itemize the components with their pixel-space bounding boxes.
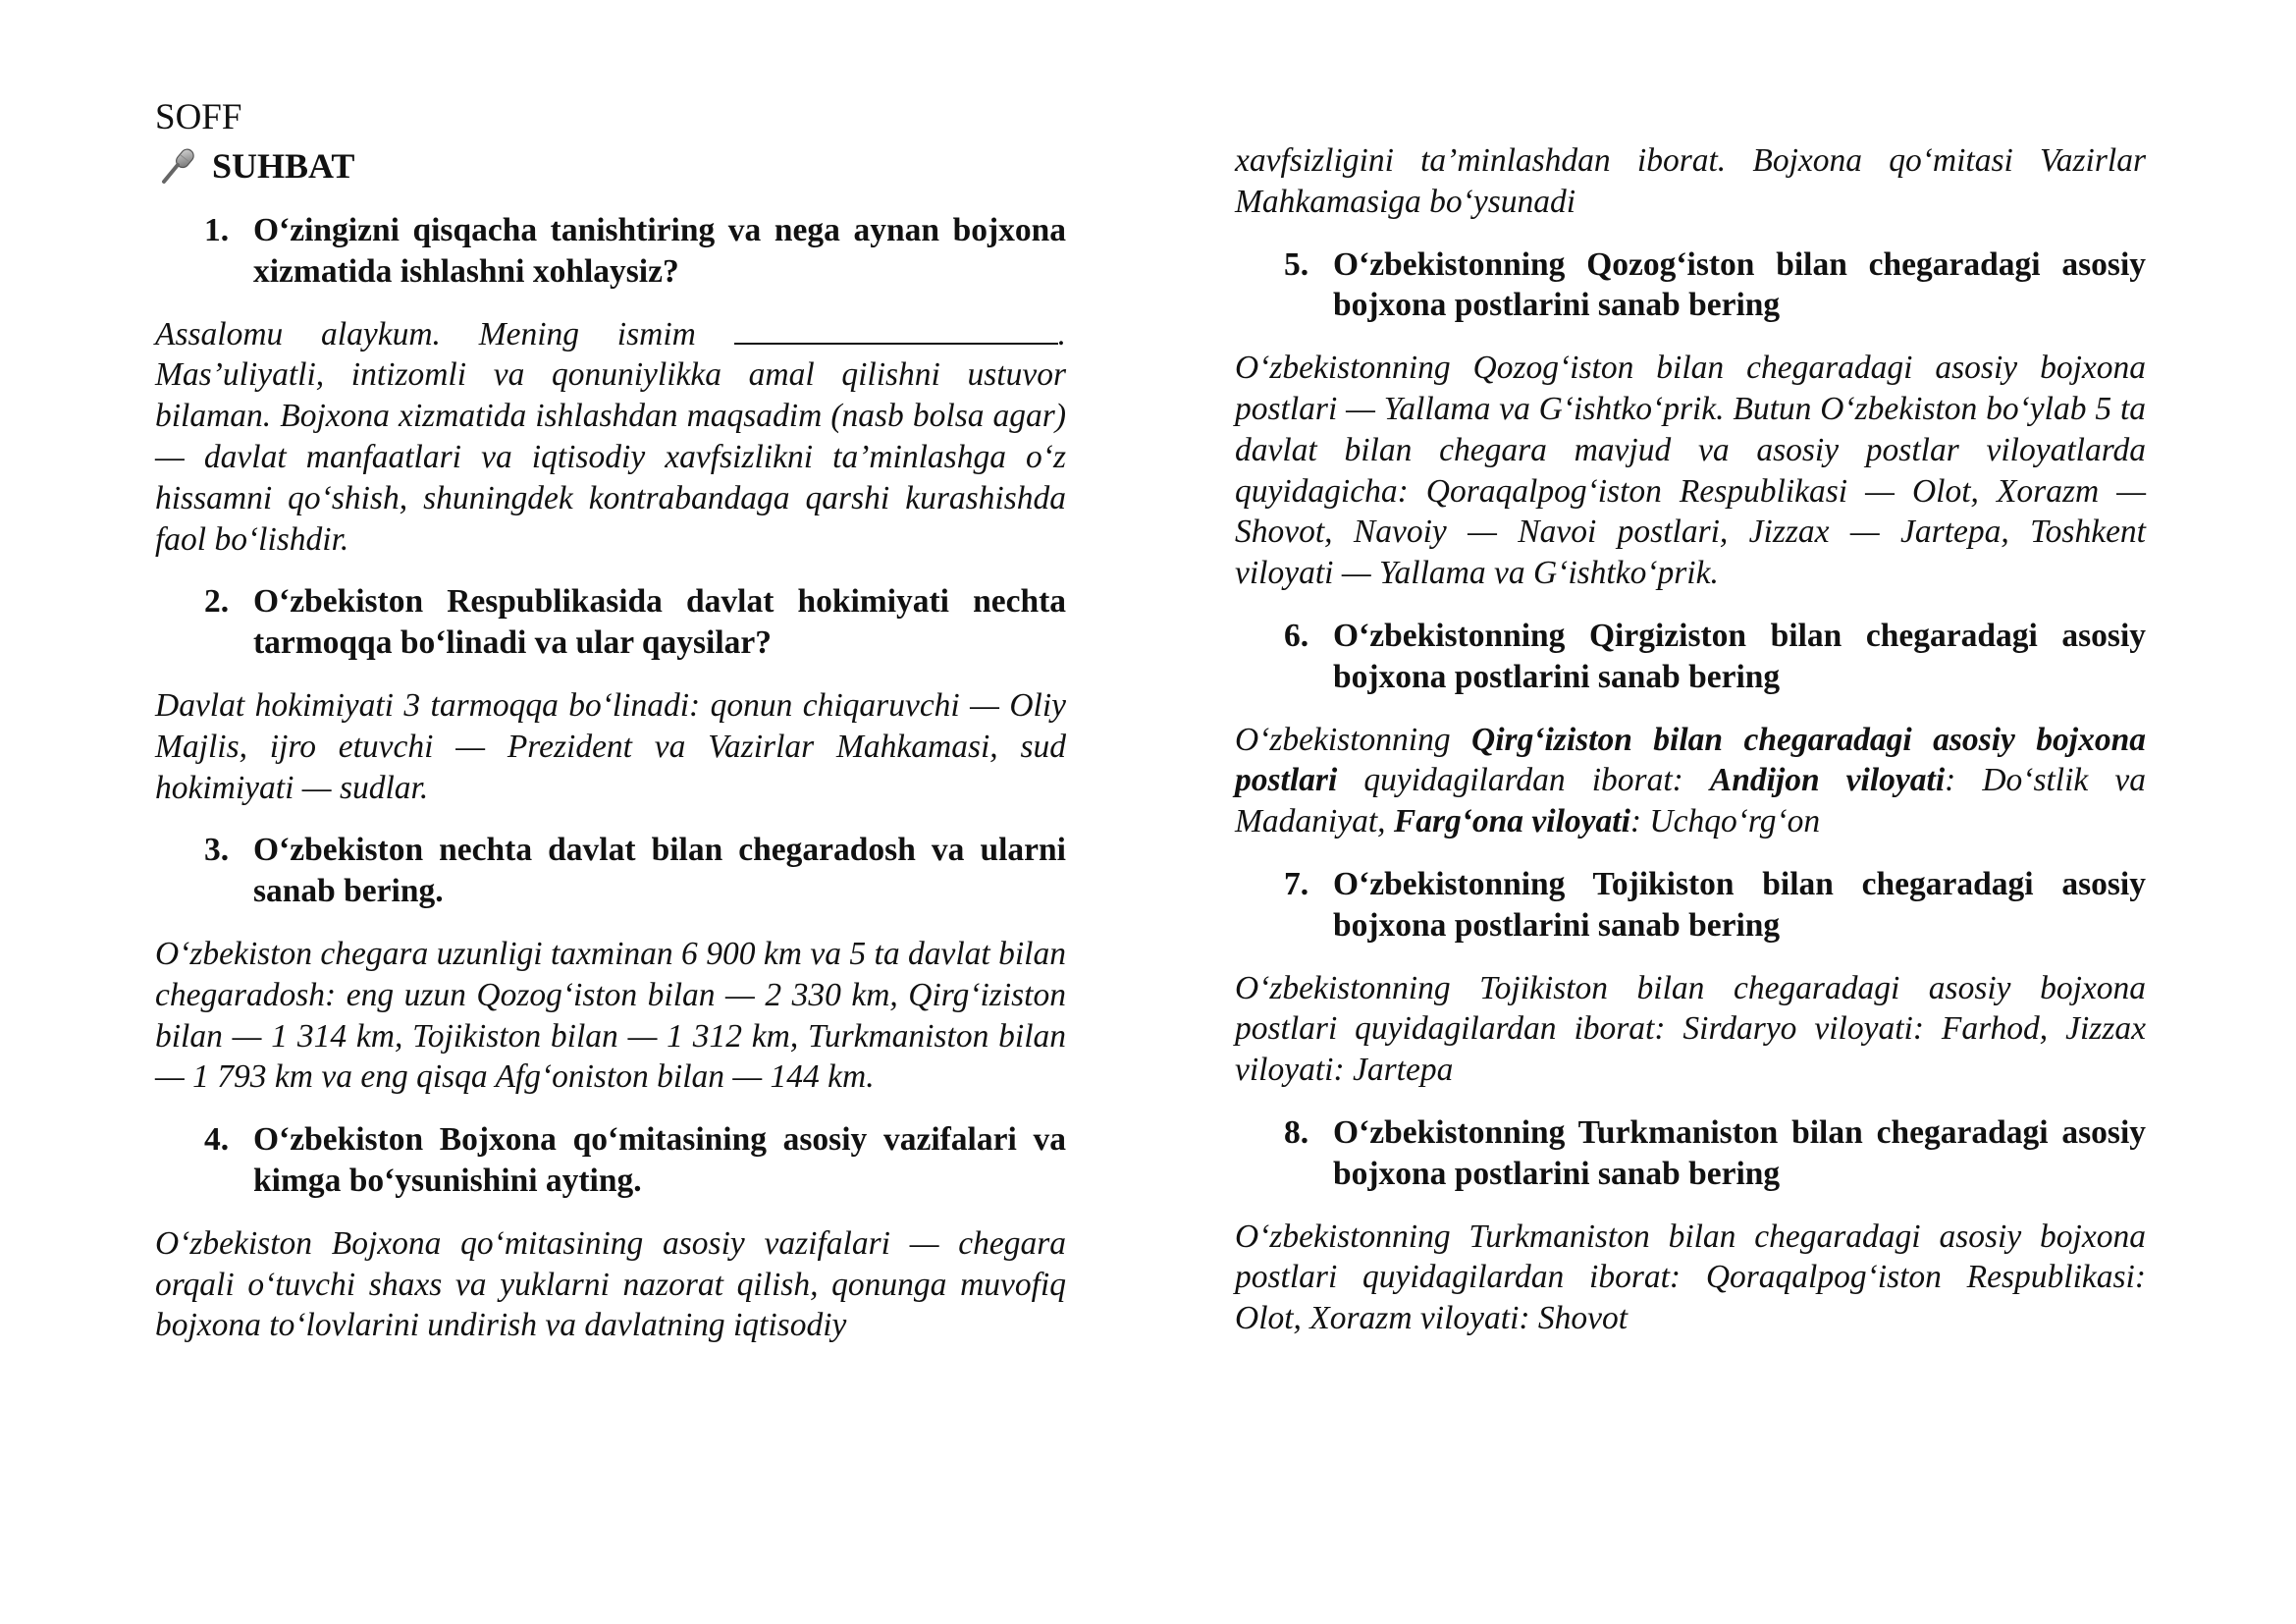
answer-7: O‘zbekistonning Tojikiston bilan chegaradagi asosiy bojxona postlari quyidagilardan iborat: Sirdaryo viloyati: Farhod, Jizzax viloyati: Jartepa [1235,969,2146,1089]
answer-4-continued: xavfsizligini ta’minlashdan iborat. Bojxona qo‘mitasi Vazirlar Mahkamasiga bo‘ysunadi [1235,142,2146,220]
left-column [155,210,1066,1368]
question-7 [1235,864,2146,947]
page-header: SOFF [155,97,242,137]
microphone-icon [159,145,200,187]
question-text: O‘zingizni qisqacha tanishtiring va nega aynan bojxona xizmatida ishlashni xohlaysiz? [253,212,1066,290]
answer-text: Assalomu alaykum. Mening ismim [155,315,696,352]
section-title-text: SUHBAT [212,146,355,186]
answer-text: quyidagilardan iborat: [1337,762,1710,799]
answer-text: : Uchqo‘rg‘on [1629,803,1821,840]
question-text: O‘zbekiston Bojxona qo‘mitasining asosiy vazifalari va kimga bo‘ysunishini ayting. [253,1121,1066,1199]
answer-text: . Mas’uliyatli, intizomli va qonuniylikka amal qilishni ustuvor bilaman. Bojxona xizmatida ishlashdan maqsadim (nasb bolsa agar) — davlat manfaatlari va iqtisodiy xavfsizlikni ta’minlashga o‘z hissamni qo‘shish, shuningdek kontrabandaga qarshi kurashishda faol bo‘lishdir. [155,315,1066,558]
question-text: O‘zbekiston Respublikasida davlat hokimiyati nechta tarmoqqa bo‘linadi va ular qaysilar? [253,583,1066,662]
question-text: O‘zbekistonning Qozog‘iston bilan chegaradagi asosiy bojxona postlarini sanab bering [1333,245,2146,324]
question-text: O‘zbekistonning Qirgiziston bilan chegaradagi asosiy bojxona postlarini sanab bering [1333,617,2146,695]
question-number: 7. [1284,865,1309,902]
answer-1 [155,314,1066,561]
question-text: O‘zbekistonning Tojikiston bilan chegaradagi asosiy bojxona postlarini sanab bering [1333,865,2146,944]
answer-emphasis: Qirg‘iziston bilan chegaradagi asosiy bojxona postlari [1235,721,2146,799]
question-4 [155,1119,1066,1202]
question-number: 8. [1284,1113,1309,1151]
answer-8: O‘zbekistonning Turkmaniston bilan chegaradagi asosiy bojxona postlari quyidagilardan iborat: Qoraqalpog‘iston Respublikasi: Olot, Xorazm viloyati: Shovot [1235,1218,2146,1337]
right-column [1235,140,2146,1361]
name-blank [734,315,1058,345]
section-title [159,145,354,187]
question-3 [155,830,1066,912]
question-8 [1235,1112,2146,1195]
answer-5: O‘zbekistonning Qozog‘iston bilan chegaradagi asosiy bojxona postlari — Yallama va G‘ishtko‘prik. Butun O‘zbekiston bo‘ylab 5 ta davlat bilan chegara mavjud va asosiy postlar viloyatlarda quyidagicha: Qoraqalpog‘iston Respublikasi — Olot, Xorazm — Shovot, Navoiy — Navoi postlari, Jizzax — Jartepa, Toshkent viloyati — Yallama va G‘ishtko‘prik. [1235,350,2146,592]
answer-6 [1235,720,2146,842]
question-5 [1235,244,2146,327]
answer-3: O‘zbekiston chegara uzunligi taxminan 6 900 km va 5 ta davlat bilan chegaradosh: eng uzun Qozog‘iston bilan — 2 330 km, Qirg‘iziston bilan — 1 314 km, Tojikiston bilan — 1 312 km, Turkmaniston bilan — 1 793 km va eng qisqa Afg‘oniston bilan — 144 km. [155,935,1066,1096]
answer-text: : Do‘stlik va Madaniyat, [1235,762,2146,840]
answer-emphasis: Andijon viloyati [1709,762,1946,799]
question-number: 4. [204,1121,230,1159]
question-text: O‘zbekistonning Turkmaniston bilan chegaradagi asosiy bojxona postlarini sanab bering [1333,1113,2146,1192]
question-2 [155,581,1066,664]
answer-2: Davlat hokimiyati 3 tarmoqqa bo‘linadi: qonun chiqaruvchi — Oliy Majlis, ijro etuvchi — Prezident va Vazirlar Mahkamasi, sud hokimiyati — sudlar. [155,686,1066,806]
question-number: 2. [204,583,230,621]
question-1 [155,210,1066,293]
question-number: 5. [1284,245,1309,283]
answer-text: O‘zbekistonning [1235,721,1472,758]
answer-4: O‘zbekiston Bojxona qo‘mitasining asosiy vazifalari — chegara orqali o‘tuvchi shaxs va yuklarni nazorat qilish, qonunga muvofiq bojxona to‘lovlarini undirish va davlatning iqtisodiy [155,1224,1066,1344]
answer-emphasis: Farg‘ona viloyati [1393,803,1630,840]
question-number: 1. [204,212,230,248]
question-6 [1235,616,2146,698]
question-text: O‘zbekiston nechta davlat bilan chegaradosh va ularni sanab bering. [253,832,1066,910]
question-number: 3. [204,832,230,869]
question-number: 6. [1284,617,1309,654]
